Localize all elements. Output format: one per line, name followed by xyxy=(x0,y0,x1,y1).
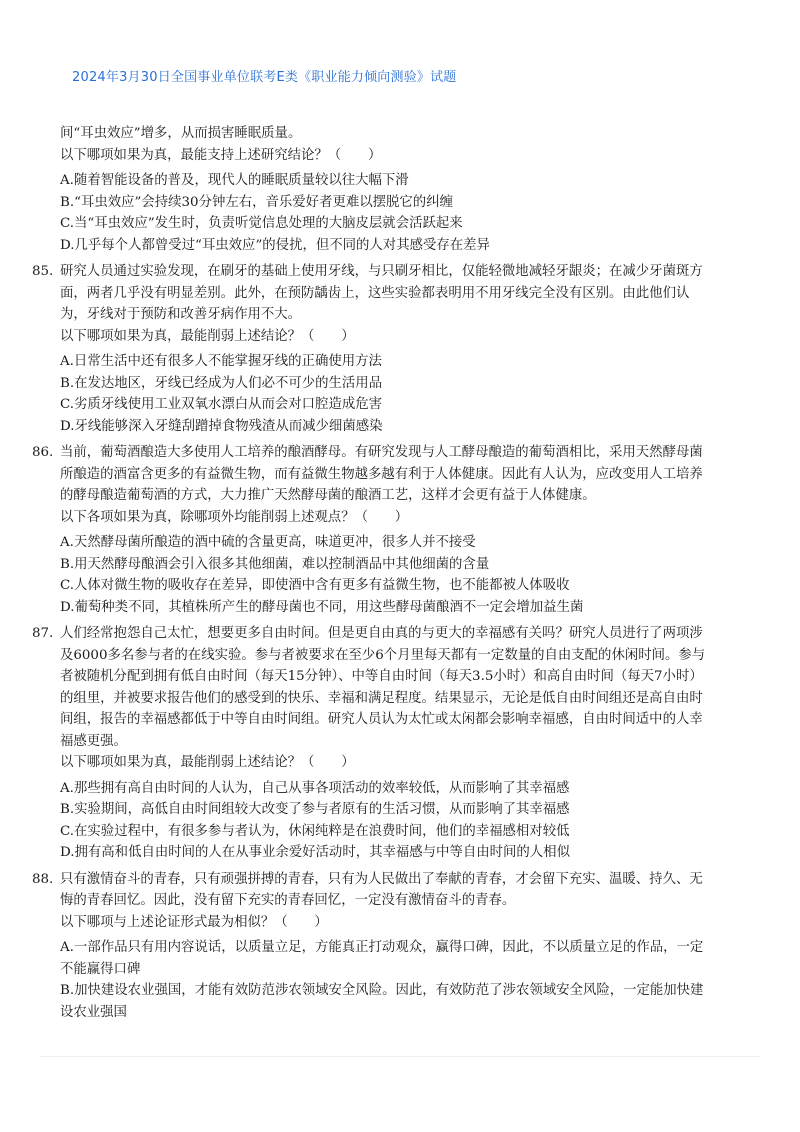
option-d: D.拥有高和低自由时间的人在从事业余爱好活动时，其幸福感与中等自由时间的人相似 xyxy=(60,845,570,860)
question-stem-line: 悔的青春回忆。因此，没有留下充实的青春回忆，一定没有激情奋斗的青春。 xyxy=(60,893,516,908)
question-stem-line: 当前，葡萄酒酿造大多使用人工培养的酿酒酵母。有研究发现与人工酵母酿造的葡萄酒相比，采用天然酵母菌 xyxy=(60,445,703,460)
question-stem-line: 间“耳虫效应”增多，从而损害睡眠质量。 xyxy=(60,126,302,141)
option-b: B.加快建设农业强国，才能有效防范涉农领域安全风险。因此，有效防范了涉农领域安全风险，一定能加快建 xyxy=(60,983,704,998)
option-c: C.当“耳虫效应”发生时，负责听觉信息处理的大脑皮层就会活跃起来 xyxy=(60,216,463,231)
question-prompt: 以下哪项如果为真，最能支持上述研究结论？（ ） xyxy=(60,147,382,163)
question-number: 87. xyxy=(32,626,54,641)
question-stem-line: 研究人员通过实验发现，在刷牙的基础上使用牙线，与只刷牙相比，仅能轻微地减轻牙龈炎；在减少牙菌斑方 xyxy=(60,264,703,279)
option-d: D.葡萄种类不同，其植株所产生的酵母菌也不同，用这些酵母菌酿酒不一定会增加益生菌 xyxy=(60,599,584,615)
option-a: A.日常生活中还有很多人不能掌握牙线的正确使用方法 xyxy=(60,354,382,369)
question-number: 85. xyxy=(32,264,54,279)
option-b: B.在发达地区，牙线已经成为人们必不可少的生活用品 xyxy=(60,375,383,391)
option-a: A.天然酵母菌所酿造的酒中硫的含量更高，味道更冲，很多人并不接受 xyxy=(60,535,476,550)
question-stem-line: 的组里，并被要求报告他们的感受到的快乐、幸福和满足程度。结果显示，无论是低自由时间组还是高自由时 xyxy=(60,690,703,706)
option-a: A.随着智能设备的普及，现代人的睡眠质量较以往大幅下滑 xyxy=(60,173,409,188)
option-c: C.人体对微生物的吸收存在差异，即使酒中含有更多有益微生物，也不能都被人体吸收 xyxy=(60,578,570,593)
question-88 xyxy=(32,869,750,1024)
question-86 xyxy=(32,442,750,618)
question-stem-line: 人们经常抱怨自己太忙，想要更多自由时间。但是更自由真的与更大的幸福感有关吗？研究人员进行了两项涉 xyxy=(60,626,703,641)
question-stem-line: 间组，报告的幸福感都低于中等自由时间组。研究人员认为太忙或太闲都会影响幸福感，自由时间适中的人幸 xyxy=(60,712,703,727)
option-a: A.一部作品只有用内容说话，以质量立足，方能真正打动观众，赢得口碑，因此，不以质量立足的作品，一定 xyxy=(60,940,704,955)
option-list xyxy=(60,170,750,256)
option-b: B.实验期间，高低自由时间组较大改变了参与者原有的生活习惯，从而影响了其幸福感 xyxy=(60,802,570,817)
document-content xyxy=(32,123,750,1023)
question-stem-line: 所酿造的酒富含更多的有益微生物，而有益微生物越多越有利于人体健康。因此有人认为，应改变用人工培养 xyxy=(60,466,703,482)
question-stem-line: 的酵母酿造葡萄酒的方式，大力推广天然酵母菌的酿酒工艺，这样才会更有益于人体健康。 xyxy=(60,488,596,503)
question-stem-line: 及6000多名参与者的在线实验。参与者被要求在至少6个月里每天都有一定数量的自由支配的休闲时间。参与 xyxy=(60,647,706,663)
question-stem-line: 只有激情奋斗的青春，只有顽强拼搏的青春，只有为人民做出了奉献的青春，才会留下充实、温暖、持久、无 xyxy=(60,871,703,887)
option-b-continued: 设农业强国 xyxy=(60,1004,127,1020)
option-b: B.“耳虫效应”会持续30分钟左右，音乐爱好者更难以摆脱它的纠缠 xyxy=(60,194,453,210)
page-bottom-divider xyxy=(40,1056,760,1057)
question-number: 88. xyxy=(32,871,54,887)
option-list xyxy=(60,351,750,437)
question-prompt: 以下哪项如果为真，最能削弱上述结论？（ ） xyxy=(60,328,355,344)
page-header-title: 2024年3月30日全国事业单位联考E类《职业能力倾向测验》试题 xyxy=(72,70,457,85)
question-prompt: 以下各项如果为真，除哪项外均能削弱上述观点？（ ） xyxy=(60,509,409,525)
question-84-tail xyxy=(60,123,750,256)
question-stem-line: 福感更强。 xyxy=(60,733,127,749)
option-a-continued: 不能赢得口碑 xyxy=(60,961,141,977)
question-prompt: 以下哪项与上述论证形式最为相似？（ ） xyxy=(60,914,328,930)
question-85 xyxy=(32,261,750,437)
question-number: 86. xyxy=(32,445,54,460)
option-c: C.在实验过程中，有很多参与者认为，休闲纯粹是在浪费时间，他们的幸福感相对较低 xyxy=(60,823,570,839)
option-list xyxy=(60,937,750,1023)
question-stem-line: 面，两者几乎没有明显差别。此外，在预防龋齿上，这些实验都表明用不用牙线完全没有区别。由此他们认 xyxy=(60,285,690,301)
question-prompt: 以下哪项如果为真，最能削弱上述结论？（ ） xyxy=(60,755,355,770)
option-d: D.几乎每个人都曾受过“耳虫效应”的侵扰，但不同的人对其感受存在差异 xyxy=(60,237,490,253)
option-list xyxy=(60,532,750,618)
question-87 xyxy=(32,623,750,864)
option-a: A.那些拥有高自由时间的人认为，自己从事各项活动的效率较低，从而影响了其幸福感 xyxy=(60,780,570,796)
question-stem-line: 者被随机分配到拥有低自由时间（每天15分钟）、中等自由时间（每天3.5小时）和高自由时间（每天7小时） xyxy=(60,669,703,684)
option-c: C.劣质牙线使用工业双氧水漂白从而会对口腔造成危害 xyxy=(60,397,383,412)
option-d: D.牙线能够深入牙缝刮蹭掉食物残渣从而减少细菌感染 xyxy=(60,418,383,434)
option-list xyxy=(60,778,750,864)
option-b: B.用天然酵母酿酒会引入很多其他细菌，难以控制酒品中其他细菌的含量 xyxy=(60,556,490,572)
question-stem-line: 为，牙线对于预防和改善牙病作用不大。 xyxy=(60,307,302,322)
